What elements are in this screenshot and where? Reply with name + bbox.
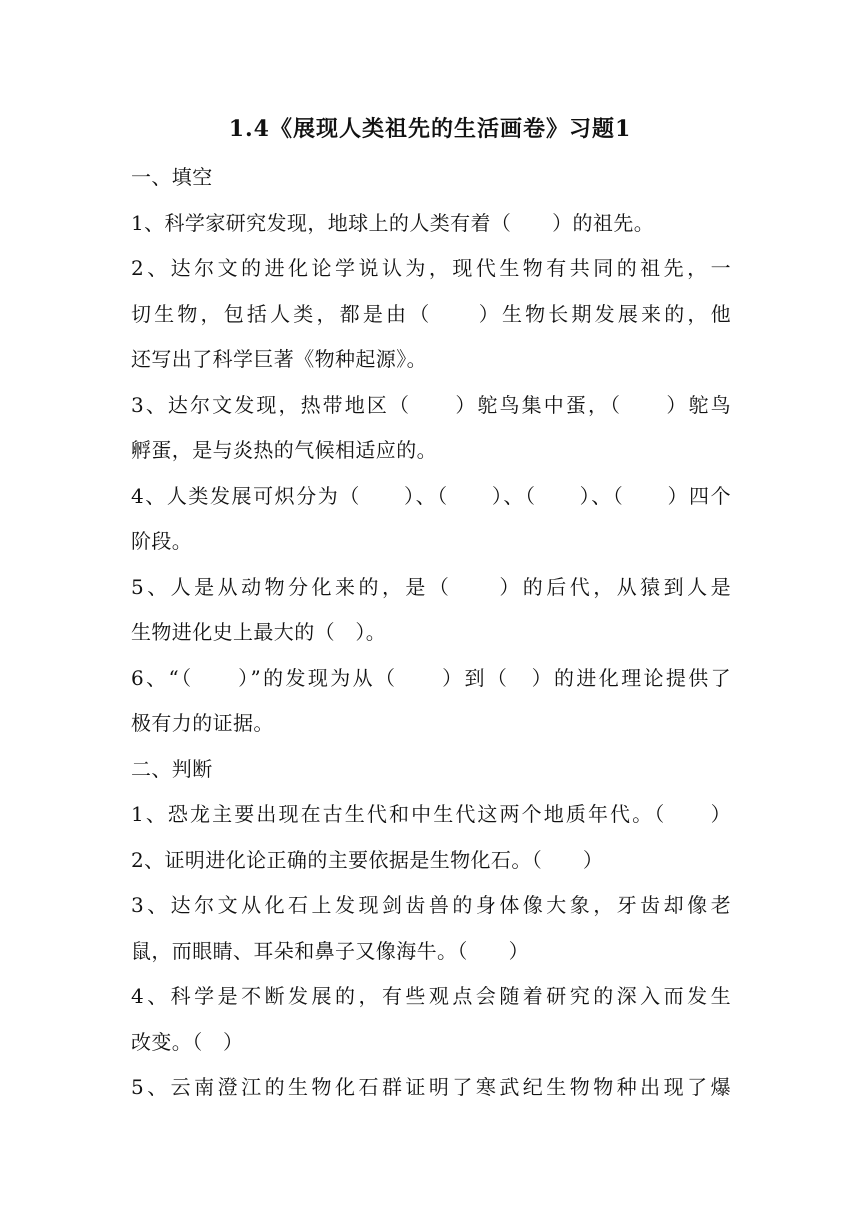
text-line: 6、“（ ）”的发现为从（ ）到（ ）的进化理论提供了 [131,665,731,690]
text-line: 切生物，包括人类，都是由（ ）生物长期发展来的，他 [131,301,731,326]
text-line: 生物进化史上最大的（ ）。 [131,620,387,644]
text-line: 一、填空 [131,165,213,189]
document-body [131,155,731,1111]
text-line: 4、科学是不断发展的，有些观点会随着研究的深入而发生 [131,984,731,1008]
text-line: 5、云南澄江的生物化石群证明了寒武纪生物物种出现了爆 [131,1075,731,1099]
text-line: 2、证明进化论正确的主要依据是生物化石。（ ） [131,847,604,872]
text-line: 改变。（ ） [131,1029,244,1054]
text-line: 极有力的证据。 [131,711,274,735]
text-line: 1、恐龙主要出现在古生代和中生代这两个地质年代。（ ） [131,802,731,826]
text-line: 鼠，而眼睛、耳朵和鼻子又像海牛。（ ） [131,938,529,963]
text-line: 4、人类发展可炽分为（ ）、（ ）、（ ）、（ ）四个 [131,483,731,508]
text-line: 3、达尔文从化石上发现剑齿兽的身体像大象，牙齿却像老 [131,893,731,917]
text-line: 孵蛋，是与炎热的气候相适应的。 [131,438,437,462]
text-line: 3、达尔文发现，热带地区（ ）鸵鸟集中蛋，（ ）鸵鸟 [131,392,731,417]
document-title: 1.4《展现人类祖先的生活画卷》习题1 [228,116,632,142]
text-line: 5、人是从动物分化来的，是（ ）的后代，从猿到人是 [131,574,731,599]
text-line: 二、判断 [131,756,213,781]
text-line: 2、达尔文的进化论学说认为，现代生物有共同的祖先，一 [131,256,731,280]
text-line: 1、科学家研究发现，地球上的人类有着（ ）的祖先。 [131,210,655,235]
text-line: 阶段。 [131,529,193,553]
text-line: 还写出了科学巨著《物种起源》。 [131,347,427,371]
